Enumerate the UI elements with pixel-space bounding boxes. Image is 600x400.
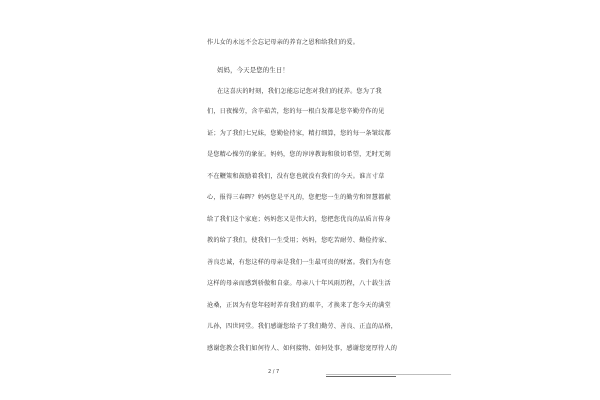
- text-line: 教的给了我们，使我们一生受用；妈妈，您吃苦耐劳、勤俭持家、: [207, 237, 391, 244]
- footer-note: __________________________________________________: [326, 369, 451, 375]
- text-line: 沧桑，正因为有您年轻时养育我们的艰辛，才换来了您今天的满堂: [207, 302, 391, 309]
- text-line: 作儿女的永远不会忘记母亲的养育之恩和给我们的爱。: [207, 39, 360, 46]
- text-line: 在这喜庆的时刻，我们怎能忘记您对我们的抚养。您为了我: [217, 88, 382, 95]
- text-line: 们，日夜操劳，含辛茹苦，您的每一根白发都是您辛勤劳作的见: [207, 108, 385, 115]
- text-line: 儿孙，四世同堂。我们感谢您给予了我们勤劳、善良、正直的品格，: [207, 323, 398, 330]
- birthday-heading: 妈妈，今天是您的生日！: [217, 66, 289, 74]
- text-line: 这样的母亲而感到骄傲和自豪。母亲八十年风雨历程，八十载生活: [207, 280, 391, 287]
- text-line: 不在鞭策和鼓励着我们，没有您也就没有我们的今天。谁言寸草: [207, 173, 385, 180]
- text-line: 善良忠诚，有您这样的母亲是我们一生最可贵的财富。我们为有您: [207, 259, 391, 266]
- page-number: 2 / 7: [268, 369, 280, 375]
- text-line: 给了我们这个家庭；妈妈您又是伟大的，您把您优良的品质言传身: [207, 216, 391, 223]
- text-line: 是您精心操劳的象征。妈妈，您的谆谆教诲和殷切希望，无时无刻: [207, 151, 391, 158]
- text-line: 感谢您教会我们如何待人、如何接物、如何处事，感谢您宽厚待人的: [207, 345, 398, 352]
- text-line: 心，报得三春晖？妈妈您是平凡的，您把您一生的勤劳和智慧都献: [207, 194, 391, 201]
- text-line: 证；为了我们七兄妹，您勤俭持家，精打细算，您的每一条皱纹都: [207, 130, 391, 137]
